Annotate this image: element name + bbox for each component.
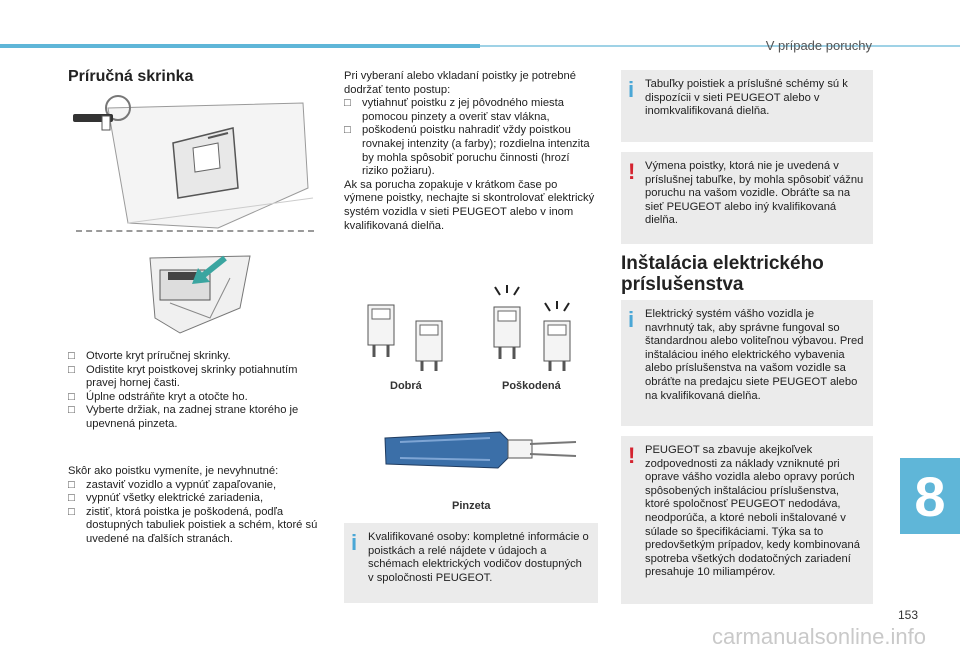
warning-icon: ! bbox=[628, 443, 636, 468]
warning-icon: ! bbox=[628, 159, 636, 184]
header-accent-bar bbox=[0, 44, 480, 48]
info-icon: i bbox=[628, 77, 635, 102]
info-icon: i bbox=[351, 530, 358, 555]
warning-box-fuse: ! Výmena poistky, ktorá nie je uvedená v príslušnej tabuľke, by mohla spôsobiť vážnu poruchu na vašom vozidle. Obráťte sa na sieť PEUGEOT alebo iný kvalifikovaná dielňa. bbox=[621, 152, 873, 244]
page-number: 153 bbox=[897, 608, 918, 622]
list-item: □ Odistite kryt poistkovej skrinky potiahnutím pravej hornej časti. bbox=[68, 363, 298, 390]
glovebox-illustration bbox=[68, 88, 318, 238]
bullet-icon: □ bbox=[68, 505, 75, 518]
before-replace-list bbox=[68, 465, 322, 547]
fuse-cover-illustration bbox=[140, 248, 270, 340]
dashed-divider bbox=[76, 230, 314, 232]
bullet-icon: □ bbox=[68, 390, 75, 403]
list-item: □ Otvorte kryt príručnej skrinky. bbox=[68, 350, 231, 362]
outro-text: Ak sa porucha zopakuje v krátkom čase po výmene poistky, nechajte si skontrolovať elektrický systém vozidla v sieti PEUGEOT alebo v inom kvalifikovaná dielňa. bbox=[344, 178, 595, 232]
label-tweezers: Pinzeta bbox=[452, 500, 491, 512]
list-item: □ zastaviť vozidlo a vypnúť zapaľovanie, bbox=[68, 478, 277, 491]
bullet-icon: □ bbox=[68, 404, 75, 417]
chapter-title: V prípade poruchy bbox=[765, 38, 872, 53]
fuses-illustration bbox=[360, 285, 590, 373]
fuse-procedure bbox=[344, 70, 598, 233]
list-item: □ vytiahnuť poistku z jej pôvodného miesta pomocou pinzety a overiť stav vlákna, bbox=[344, 97, 564, 123]
bullet-icon: □ bbox=[344, 124, 351, 137]
info-box-qualified: i Kvalifikované osoby: kompletné informácie o poistkách a relé nájdete v údajoch a schémach elektrických vodičov dostupných v spoločnosti PEUGEOT. bbox=[344, 523, 598, 603]
list-item: □ Vyberte držiak, na zadnej strane ktorého je upevnená pinzeta. bbox=[68, 404, 299, 430]
section-title-accessories: Inštalácia elektrického príslušenstva bbox=[621, 253, 824, 295]
bullet-icon: □ bbox=[68, 478, 75, 491]
info-box-electrical: i Elektrický systém vášho vozidla je navrhnutý tak, aby správne fungoval so štandardnou alebo voliteľnou výbavou. Pred inštaláciou iného elektrického vybavenia alebo príslušenstva na vašom vozidle sa obráťte na predajcu siete PEUGEOT alebo na kvalifikovaná dielňa. bbox=[621, 300, 873, 426]
bullet-icon: □ bbox=[68, 363, 75, 376]
info-icon: i bbox=[628, 307, 635, 332]
intro-text: Pri vyberaní alebo vkladaní poistky je potrebné dodržať tento postup: bbox=[344, 70, 576, 96]
label-good: Dobrá bbox=[390, 380, 422, 392]
list-item: □ vypnúť všetky elektrické zariadenia, bbox=[68, 492, 264, 505]
bullet-icon: □ bbox=[344, 97, 351, 110]
header-accent-bar-light bbox=[480, 45, 960, 47]
list-item: □ poškodenú poistku nahradiť vždy poistkou rovnakej intenzity (a farby); rozdielna intenzita by mohla spôsobiť poruchu činnosti (hrozí riziko požiaru). bbox=[344, 124, 590, 178]
section-title-glovebox: Príručná skrinka bbox=[68, 68, 194, 85]
bullet-icon: □ bbox=[68, 492, 75, 505]
chapter-tab: 8 bbox=[900, 458, 960, 534]
info-box-fuse-tables: i Tabuľky poistiek a príslušné schémy sú k dispozícii v sieti PEUGEOT alebo v inomkvalifikovaná dielňa. bbox=[621, 70, 873, 142]
list-item: □ Úplne odstráňte kryt a otočte ho. bbox=[68, 390, 248, 403]
tweezers-illustration bbox=[380, 420, 580, 480]
warning-box-liability: ! PEUGEOT sa zbavuje akejkoľvek zodpovednosti za náklady vzniknuté pri oprave vášho vozidla alebo opravy porúch spôsobených inštaláciou príslušenstva, ktoré spoločnosť PEUGEOT nedodáva, neodporúča, a ktoré neboli inštalované v súlade so špecifikáciami. Týka sa to predovšetkým prípadov, kedy kombinovaná spotreba všetkých dodatočných zariadení presahuje 10 miliampérov. bbox=[621, 436, 873, 604]
glovebox-steps bbox=[68, 350, 322, 432]
watermark: carmanualsonline.info bbox=[711, 624, 926, 649]
bullet-icon: □ bbox=[68, 350, 75, 362]
label-damaged: Poškodená bbox=[502, 380, 561, 392]
list-item: □ zistiť, ktorá poistka je poškodená, podľa dostupných tabuliek poistiek a schém, ktoré sú uvedené na ďalších stranách. bbox=[68, 505, 318, 545]
intro-text: Skôr ako poistku vymeníte, je nevyhnutné: bbox=[68, 465, 279, 477]
